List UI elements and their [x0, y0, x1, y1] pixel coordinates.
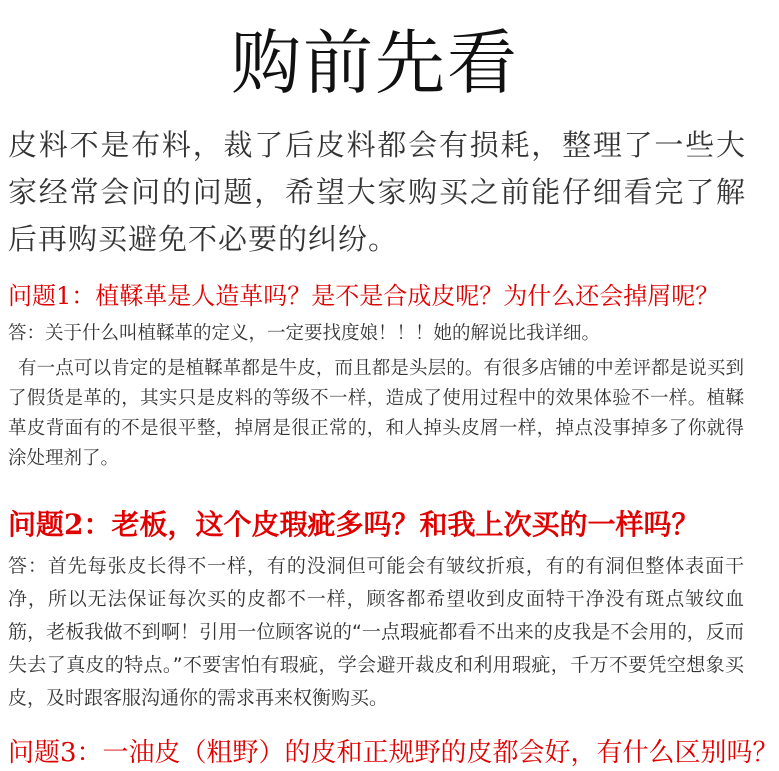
intro-paragraph: 皮料不是布料，裁了后皮料都会有损耗，整理了一些大家经常会问的问题，希望大家购买之前能仔细看完了解后再购买避免不必要的纠纷。	[8, 128, 746, 256]
answer-2-body: 答：首先每张皮长得不一样，有的没洞但可能会有皱纹折痕，有的有洞但整体表面干净，所以无法保证每次买的皮都不一样，顾客都希望收到皮面特干净没有斑点皱纹血筋，老板我做不到啊！引用一位顾客说的“一点瑕疵都看不出来的皮我是不会用的，反而失去了真皮的特点。”不要害怕有瑕疵，学会避开裁皮和利用瑕疵，千万不要凭空想象买皮，及时跟客服沟通你的需求再来权衡购买。	[8, 555, 744, 709]
answer-1-body: 有一点可以肯定的是植鞣革都是牛皮，而且都是头层的。有很多店铺的中差评都是说买到了假货是革的，其实只是皮料的等级不一样，造成了使用过程中的效果体验不一样。植鞣革皮背面有的不是很平整，掉屑是很正常的，和人掉头皮屑一样，掉点没事掉多了你就得涂处理剂了。	[8, 358, 744, 469]
question-2-heading: 问题2：老板，这个皮瑕疵多吗？和我上次买的一样吗？	[8, 508, 700, 541]
question-1-heading: 问题1：植鞣革是人造革吗？是不是合成皮呢？为什么还会掉屑呢？	[8, 282, 720, 310]
question-3-heading: 问题3：一油皮（粗野）的皮和正规野的皮都会好，有什么区别吗？	[8, 738, 779, 768]
answer-1-line: 答：关于什么叫植鞣革的定义，一定要找度娘！！！她的解说比我详细。	[8, 323, 601, 344]
page-title: 购前先看	[231, 22, 519, 104]
